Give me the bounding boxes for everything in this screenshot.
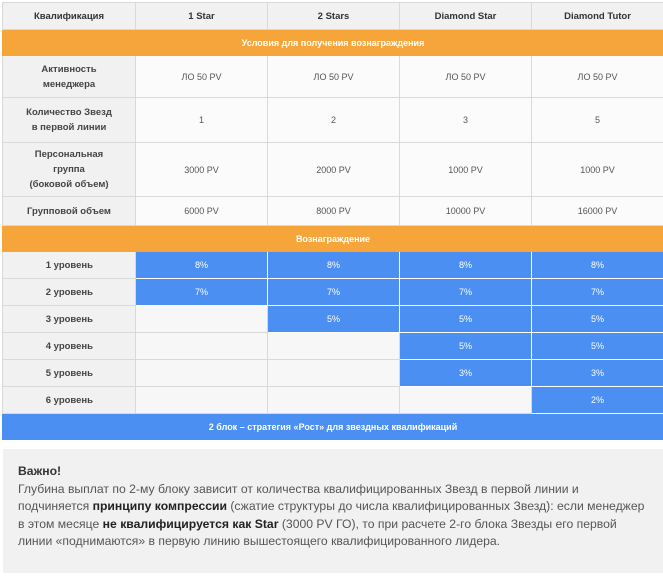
level-percent: 8% — [400, 252, 532, 279]
important-note — [3, 449, 663, 573]
level-percent: 8% — [268, 252, 400, 279]
condition-value: ЛО 50 PV — [136, 56, 268, 98]
note-text-part: (3000 PV ГО), то при расчете 2-го блока Звезды его первой линии «поднимаются» в первую линию вышестоящего квалифицированного лидера. — [18, 516, 617, 549]
condition-value: 3000 PV — [136, 143, 268, 197]
level-empty — [268, 387, 400, 414]
table-header-row — [3, 3, 663, 30]
condition-value: 5 — [532, 98, 663, 143]
level-row — [3, 252, 663, 279]
condition-row — [3, 197, 663, 226]
condition-label: Количество Звезд в первой линии — [3, 98, 136, 143]
level-percent: 7% — [532, 279, 663, 306]
level-row — [3, 306, 663, 333]
level-row — [3, 387, 663, 414]
header-1-star: 1 Star — [136, 3, 268, 30]
footer-band — [3, 414, 663, 440]
level-empty — [136, 387, 268, 414]
level-empty — [268, 360, 400, 387]
condition-value: ЛО 50 PV — [400, 56, 532, 98]
level-label: 4 уровень — [3, 333, 136, 360]
header-diamond-star: Diamond Star — [400, 3, 532, 30]
level-empty — [136, 306, 268, 333]
level-label: 1 уровень — [3, 252, 136, 279]
level-label: 5 уровень — [3, 360, 136, 387]
level-percent: 7% — [136, 279, 268, 306]
condition-value: 10000 PV — [400, 197, 532, 226]
conditions-band — [3, 30, 663, 56]
level-percent: 8% — [532, 252, 663, 279]
condition-value: 1000 PV — [532, 143, 663, 197]
condition-value: ЛО 50 PV — [532, 56, 663, 98]
condition-value: 1 — [136, 98, 268, 143]
level-empty — [136, 333, 268, 360]
condition-value: 16000 PV — [532, 197, 663, 226]
condition-value: ЛО 50 PV — [268, 56, 400, 98]
conditions-title: Условия для получения вознаграждения — [3, 30, 663, 56]
note-bold-star: не квалифицируется как Star — [102, 516, 279, 531]
level-empty — [268, 333, 400, 360]
condition-value: 2000 PV — [268, 143, 400, 197]
reward-band — [3, 226, 663, 252]
note-title: Важно! — [18, 464, 62, 478]
condition-label: Групповой объем — [3, 197, 136, 226]
note-text — [18, 481, 647, 551]
header-2-stars: 2 Stars — [268, 3, 400, 30]
level-percent: 5% — [532, 333, 663, 360]
condition-row — [3, 98, 663, 143]
condition-label: Активность менеджера — [3, 56, 136, 98]
condition-row — [3, 56, 663, 98]
level-percent: 5% — [532, 306, 663, 333]
footer-title: 2 блок – стратегия «Рост» для звездных квалификаций — [3, 414, 663, 440]
condition-value: 8000 PV — [268, 197, 400, 226]
level-percent: 3% — [400, 360, 532, 387]
level-percent: 5% — [400, 333, 532, 360]
condition-value: 6000 PV — [136, 197, 268, 226]
level-percent: 5% — [268, 306, 400, 333]
level-label: 3 уровень — [3, 306, 136, 333]
condition-label: Персональная группа (боковой объем) — [3, 143, 136, 197]
level-percent: 7% — [400, 279, 532, 306]
level-percent: 8% — [136, 252, 268, 279]
condition-value: 2 — [268, 98, 400, 143]
condition-value: 3 — [400, 98, 532, 143]
level-percent: 2% — [532, 387, 663, 414]
level-empty — [136, 360, 268, 387]
level-empty — [400, 387, 532, 414]
note-text-part: (сжатие структуры до числа квалифицированных Звезд): если менеджер в этом месяце — [18, 499, 645, 531]
level-label: 6 уровень — [3, 387, 136, 414]
qualification-table — [2, 2, 663, 440]
level-percent: 7% — [268, 279, 400, 306]
reward-title: Вознаграждение — [3, 226, 663, 252]
level-label: 2 уровень — [3, 279, 136, 306]
level-row — [3, 279, 663, 306]
header-qualification: Квалификация — [3, 3, 136, 30]
header-diamond-tutor: Diamond Tutor — [532, 3, 663, 30]
note-text-part: Глубина выплат по 2-му блоку зависит от количества квалифицированных Звезд в первой линии и подчиняется — [18, 481, 579, 514]
level-percent: 3% — [532, 360, 663, 387]
level-percent: 5% — [400, 306, 532, 333]
note-bold-compression: принципу компрессии — [92, 499, 227, 514]
condition-value: 1000 PV — [400, 143, 532, 197]
level-row — [3, 333, 663, 360]
level-row — [3, 360, 663, 387]
condition-row — [3, 143, 663, 197]
